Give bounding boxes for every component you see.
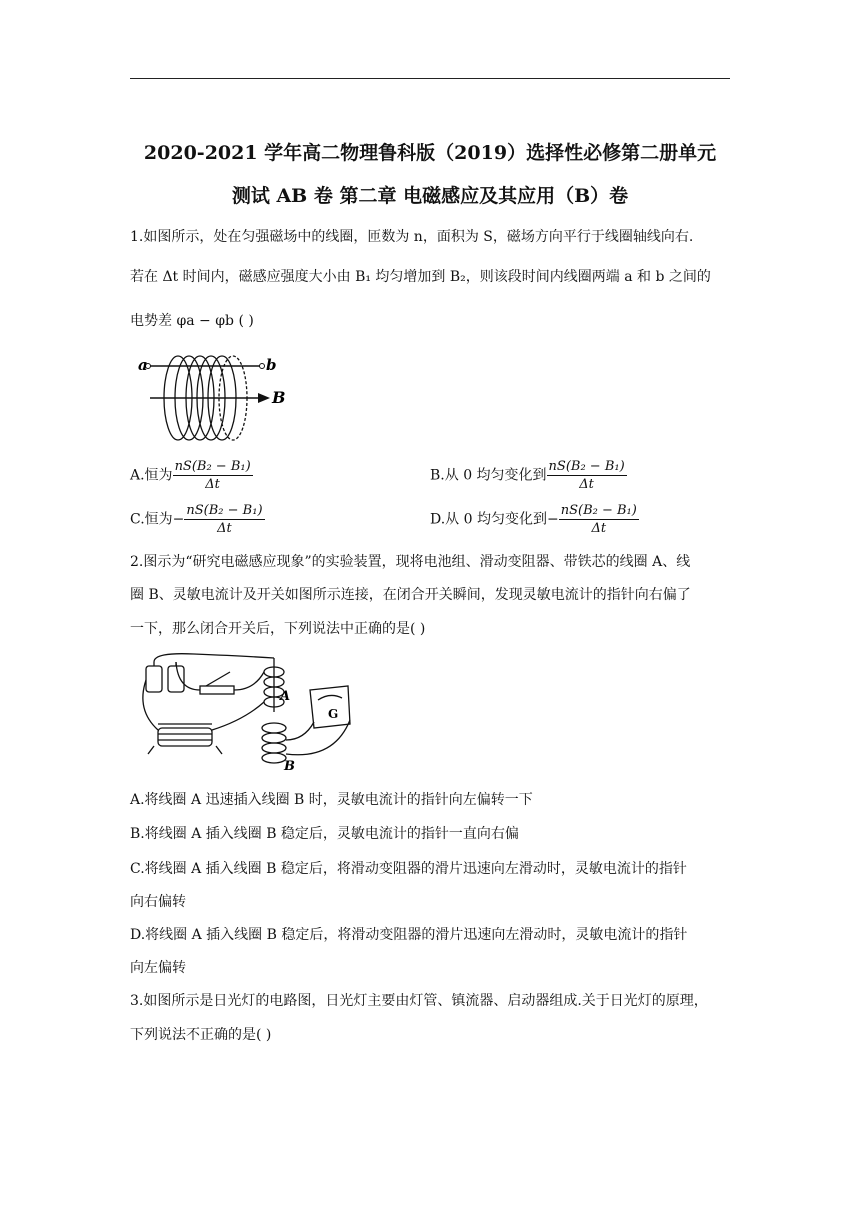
label-coil-B: B <box>284 759 295 774</box>
q2-option-d-line2: 向左偏转 <box>130 960 186 976</box>
q2-option-a: A.将线圈 A 迅速插入线圈 B 时，灵敏电流计的指针向左偏转一下 <box>130 792 533 808</box>
label-galvanometer: G <box>328 707 339 721</box>
q1-option-a: A.恒为 $\frac{\text{nS(B₂ − B₁)}}{\Delta t}$ <box>130 459 251 492</box>
header-rule <box>130 78 730 79</box>
label-coil-A: A <box>280 689 291 704</box>
q1-option-b: B.从 0 均匀变化到 $\frac{\text{nS(B₂ − B₁)}}{\Delta t}$ <box>430 459 625 492</box>
q1-option-c: C.恒为− $\frac{\text{nS(B₂ − B₁)}}{\Delta t}$ <box>130 503 263 536</box>
q2-option-d-line1: D.将线圈 A 插入线圈 B 稳定后，将滑动变阻器的滑片迅速向左滑动时，灵敏电流计的指针 <box>130 927 688 943</box>
q1-coil-figure <box>134 346 294 446</box>
q1-stem-line2: 若在 Δt 时间内，磁感应强度大小由 B₁ 均匀增加到 B₂，则该段时间内线圈两端 a 和 b 之间的 <box>130 269 711 285</box>
q2-stem-line2: 圈 B、灵敏电流计及开关如图所示连接，在闭合开关瞬间，发现灵敏电流计的指针向右偏了 <box>130 587 691 603</box>
label-b: b <box>266 356 277 374</box>
q1-stem-line1: 1.如图所示，处在匀强磁场中的线圈，匝数为 n，面积为 S，磁场方向平行于线圈轴线向右. <box>130 229 694 245</box>
doc-title-line1: 2020-2021 学年高二物理鲁科版（2019）选择性必修第二册单元 <box>143 142 717 164</box>
q3-stem-line1: 3.如图所示是日光灯的电路图，日光灯主要由灯管、镇流器、启动器组成.关于日光灯的原理， <box>130 993 708 1009</box>
label-a: a <box>138 356 148 374</box>
q1-stem-line3: 电势差 φa − φb ( ) <box>130 313 254 329</box>
q2-option-c-line1: C.将线圈 A 插入线圈 B 稳定后，将滑动变阻器的滑片迅速向左滑动时，灵敏电流计的指针 <box>130 861 687 877</box>
q3-stem-line2: 下列说法不正确的是( ) <box>130 1027 272 1043</box>
q2-option-c-line2: 向右偏转 <box>130 894 186 910</box>
q2-stem-line3: 一下，那么闭合开关后，下列说法中正确的是( ) <box>130 621 426 637</box>
label-B: B <box>272 388 286 407</box>
q2-option-b: B.将线圈 A 插入线圈 B 稳定后，灵敏电流计的指针一直向右偏 <box>130 826 519 842</box>
q2-stem-line1: 2.图示为“研究电磁感应现象”的实验装置，现将电池组、滑动变阻器、带铁芯的线圈 A、线 <box>130 554 691 570</box>
q1-option-d: D.从 0 均匀变化到− $\frac{\text{nS(B₂ − B₁)}}{\Delta t}$ <box>430 503 637 536</box>
doc-title-line2: 测试 AB 卷 第二章 电磁感应及其应用（B）卷 <box>231 185 629 207</box>
q2-apparatus-figure <box>134 650 364 775</box>
